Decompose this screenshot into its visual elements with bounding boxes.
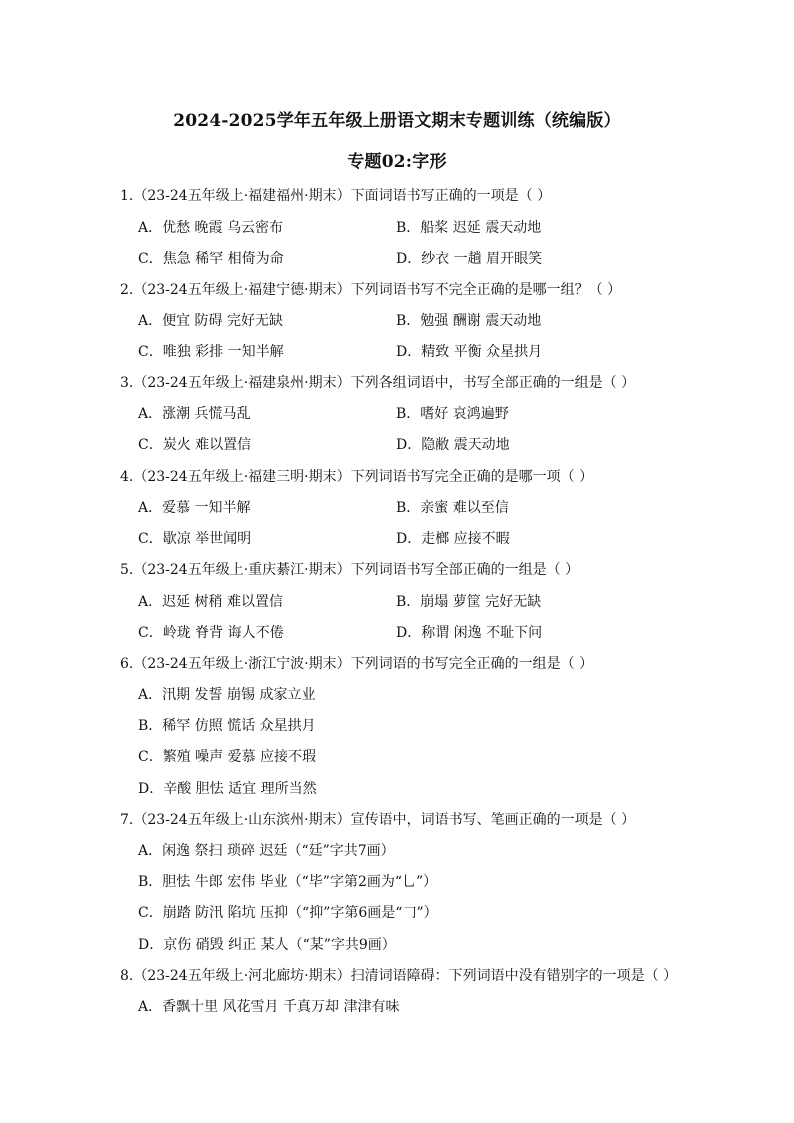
question-4-stem: 4.（23-24五年级上·福建三明·期末）下列词语书写完全正确的是哪一项（ ） xyxy=(120,469,594,485)
question-7-option-d: D．京伤 硝毁 纠正 某人（“某”字共9画） xyxy=(138,937,396,953)
question-4-option-b: B．亲蜜 难以至信 xyxy=(396,500,509,516)
question-2-option-d: D．精致 平衡 众星拱月 xyxy=(396,344,543,360)
question-1-option-d: D．纱衣 一趟 眉开眼笑 xyxy=(396,251,543,267)
question-2-option-c: C．唯独 彩排 一知半解 xyxy=(138,344,284,360)
question-1-option-a: A．优愁 晚霞 乌云密布 xyxy=(138,220,284,236)
question-2-stem: 2.（23-24五年级上·福建宁德·期末）下列词语书写不完全正确的是哪一组？（ ） xyxy=(120,282,622,298)
question-2-option-b: B．勉强 酬谢 震天动地 xyxy=(396,313,542,329)
question-7-option-b: B．胆怯 牛郎 宏伟 毕业（“毕”字第2画为“乚”） xyxy=(138,874,438,890)
question-3-option-a: A．涨潮 兵慌马乱 xyxy=(138,406,251,422)
question-3-option-c: C．炭火 难以置信 xyxy=(138,437,252,453)
question-6-option-b: B．稀罕 仿照 慌话 众星拱月 xyxy=(138,718,316,734)
question-2-option-a: A．便宜 防碍 完好无缺 xyxy=(138,313,284,329)
question-7-stem: 7.（23-24五年级上·山东滨州·期末）宣传语中，词语书写、笔画正确的一项是（ ） xyxy=(120,812,636,828)
question-3-stem: 3.（23-24五年级上·福建泉州·期末）下列各组词语中，书写全部正确的一组是（ ） xyxy=(120,375,636,391)
question-6-option-a: A．汛期 发誓 崩锡 成家立业 xyxy=(138,687,316,703)
question-1-option-b: B．船桨 迟延 震天动地 xyxy=(396,220,542,236)
page-title: 2024-2025学年五年级上册语文期末专题训练（统编版） xyxy=(173,111,621,131)
question-8-option-a: A．香飘十里 风花雪月 千真万却 津津有味 xyxy=(138,999,400,1015)
page-subtitle: 专题02:字形 xyxy=(347,152,447,172)
question-6-option-d: D．辛酸 胆怯 适宜 理所当然 xyxy=(138,781,317,797)
question-6-stem: 6.（23-24五年级上·浙江宁波·期末）下列词语的书写完全正确的一组是（ ） xyxy=(120,656,594,672)
question-6-option-c: C．繁殖 噪声 爱慕 应接不瑕 xyxy=(138,749,317,765)
question-5-option-d: D．称谓 闲逸 不耻下问 xyxy=(396,625,543,641)
question-4-option-c: C．歇凉 举世闻明 xyxy=(138,531,252,547)
question-1-stem: 1.（23-24五年级上·福建福州·期末）下面词语书写正确的一项是（ ） xyxy=(120,188,552,204)
question-1-option-c: C．焦急 稀罕 相倚为命 xyxy=(138,251,284,267)
question-4-option-a: A．爱慕 一知半解 xyxy=(138,500,251,516)
question-7-option-a: A．闲逸 祭扫 琐碎 迟廷（“廷”字共7画） xyxy=(138,843,395,859)
question-7-option-c: C．崩踏 防汛 陷坑 压抑（“抑”字第6画是“𠃌”） xyxy=(138,905,438,921)
question-5-stem: 5.（23-24五年级上·重庆綦江·期末）下列词语书写全部正确的一组是（ ） xyxy=(120,562,580,578)
question-5-option-b: B．崩塌 萝筐 完好无缺 xyxy=(396,594,542,610)
question-3-option-d: D．隐敝 震天动地 xyxy=(396,437,510,453)
question-5-option-a: A．迟延 树稍 难以置信 xyxy=(138,594,284,610)
question-5-option-c: C．岭珑 脊背 诲人不倦 xyxy=(138,625,284,641)
question-4-option-d: D．走榔 应接不暇 xyxy=(396,531,510,547)
question-3-option-b: B．嗜好 哀鸿遍野 xyxy=(396,406,509,422)
question-8-stem: 8.（23-24五年级上·河北廊坊·期末）扫清词语障碍：下列词语中没有错别字的一项是（ ） xyxy=(120,968,678,984)
